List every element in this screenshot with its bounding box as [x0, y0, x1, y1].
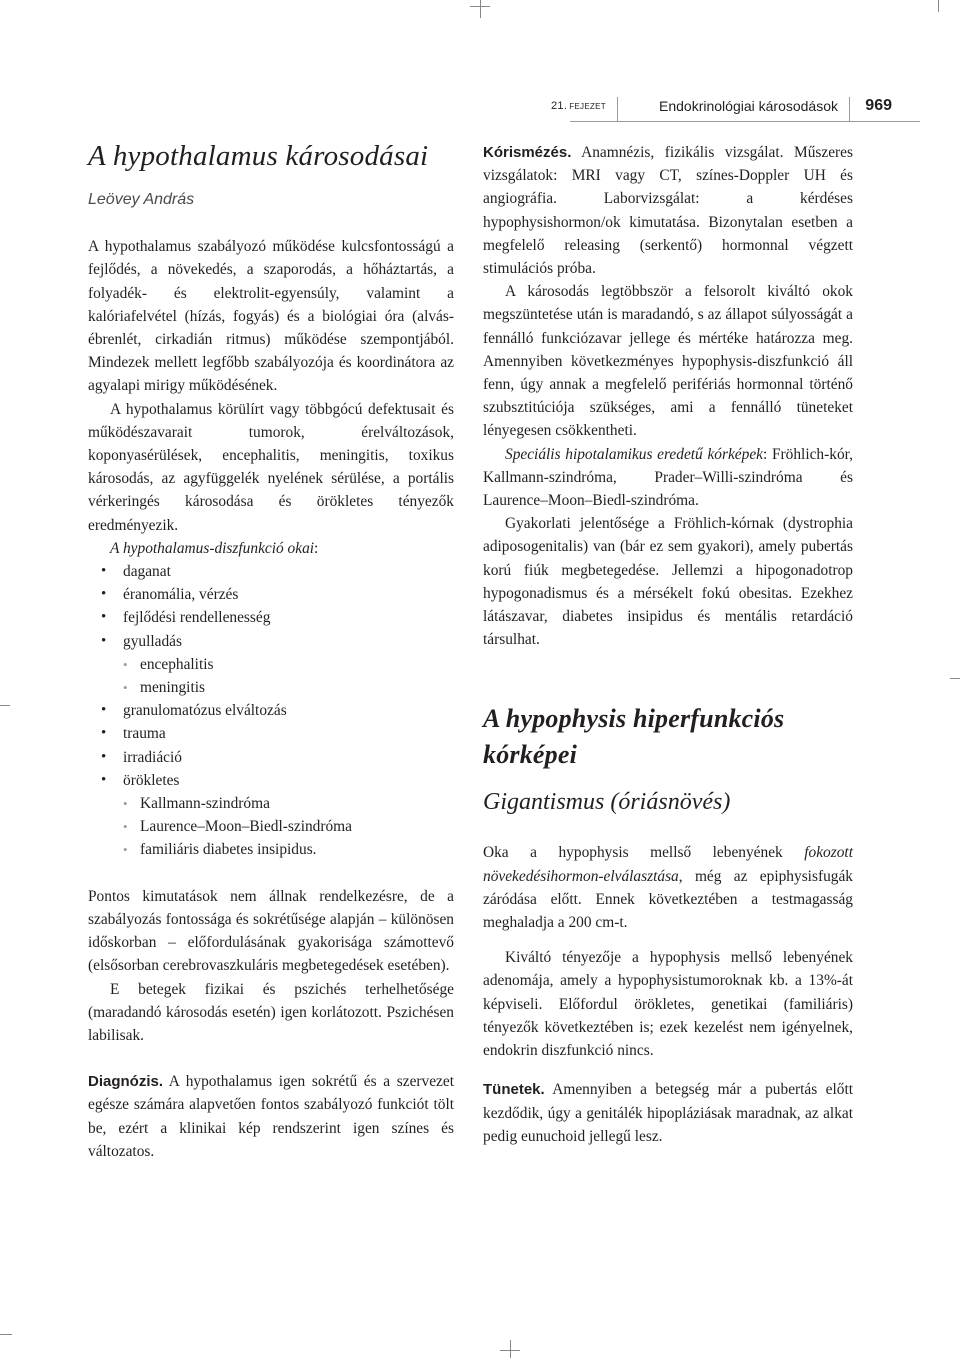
author: Leövey András: [88, 191, 195, 208]
list-item: • irradiáció: [88, 746, 454, 769]
list-item: • gyulladás: [88, 630, 454, 653]
diagnosis-label: Diagnózis.: [88, 1073, 164, 1091]
paragraph: Gyakorlati jelentősége a Fröhlich-kórnak (dystrophia adiposogenitalis) van (bár ez sem gyakori), amely pubertás korú fiúk megbetegedése. Jellemzi a hipogonadotrop hypogonadismus és a mérsékelt fokú obesitas. Ezekhez látászavar, diabetes insipidus és mentális retardáció társulhat.: [483, 515, 853, 649]
chapter-label: 21. FEJEZET: [551, 100, 606, 112]
crop-mark-top-right: [938, 0, 939, 12]
sub-list-item: • Kallmann-szindróma: [88, 792, 454, 815]
spacer: [483, 934, 853, 946]
header-divider: [849, 97, 850, 121]
spacer: [88, 1047, 454, 1070]
list-intro: A hypothalamus-diszfunkció okai:: [110, 539, 319, 557]
list-item: • örökletes: [88, 769, 454, 792]
crop-mark-right: [950, 678, 960, 679]
section-running-title: Endokrinológiai károsodások: [659, 98, 838, 114]
crop-mark-top-h: [470, 6, 490, 7]
page-number: 969: [865, 97, 892, 114]
crop-mark-bottom-h: [500, 1350, 520, 1351]
right-column: [483, 141, 853, 1148]
sub-list-item: • meningitis: [88, 676, 454, 699]
list-item: • trauma: [88, 722, 454, 745]
paragraph: E betegek fizikai és pszichés terhelhetősége (maradandó károsodás esetén) igen korlátozott. Pszichésen labilisak.: [88, 980, 454, 1044]
paragraph: A hypothalamus szabályozó működése kulcsfontosságú a fejlődés, a növekedés, a szaporodás, a hőháztartás, a folyadék- és elektrolit-egyensúly, valamint a kalóriafelvétel (hízás, fogyás) és a biológiai óra (alvás-ébrenlét, cirkadián ritmus) működése szempontjából. Mindezek mellett legfőbb szabályozója és koordinátora az agyalapi mirigy működésének.: [88, 238, 454, 395]
header-divider: [617, 97, 618, 121]
paragraph: Pontos kimutatások nem állnak rendelkezésre, de a szabályozás fontossága és sokrétűsége alapján – különösen időskorban – előfordulásának gyakorisága számottevő (elsősorban cerebrovaszkuláris megbetegedések esetében).: [88, 887, 454, 975]
chapter-title: A hypothalamus károsodásai: [88, 140, 429, 172]
running-header: [551, 97, 920, 122]
crop-mark-bottom-left: [0, 1334, 12, 1335]
diagnosis-paragraph: Diagnózis. A hypothalamus igen sokrétű és a szervezet egésze számára alapvetően fontos szabályozó funkciót tölt be, ezért a klinikai kép rendszerint igen színes és változatos.: [88, 1073, 454, 1160]
crop-mark-left: [0, 705, 10, 706]
list-item: • fejlődési rendellenesség: [88, 606, 454, 629]
spacer: [88, 862, 454, 885]
spacer: [483, 773, 853, 787]
crop-mark-bottom: [510, 1340, 511, 1358]
kor-paragraph: Kórismézés. Anamnézis, fizikális vizsgálat. Műszeres vizsgálatok: MRI vagy CT, színes-Doppler UH és angiográfia. Laborvizsgálat: a kérdéses hypophysishormon/ok kimutatása. Bizonytalan esetben a megfelelő releasing (serkentő) hormonnal végzett stimulációs próba.: [483, 144, 853, 278]
kor-label: Kórismézés.: [483, 144, 572, 161]
paragraph: Speciális hipotalamikus eredetű kórképek: Fröhlich-kór, Kallmann-szindróma, Prader–Willi-szindróma és Laurence–Moon–Biedl-szindróma.: [483, 445, 854, 510]
spacer: [483, 1062, 853, 1078]
causes-list: [88, 560, 454, 862]
paragraph: A hypothalamus körülírt vagy többgócú defektusait és működészavarait tumorok, érelváltozások, koponyasérülések, encephalitis, meningitis, toxikus károsodás, az agyfüggelék nyelének sérülése, a portális vérkeringés károsodása és örökletes tényezők eredményezik.: [88, 400, 454, 534]
spacer: [483, 817, 853, 841]
list-item: • granulomatózus elváltozás: [88, 699, 454, 722]
section-title: A hypophysis hiperfunkciós kórképei: [483, 704, 785, 770]
subsection-title: Gigantismus (óriásnövés): [483, 789, 731, 816]
left-column: [88, 138, 454, 1163]
spacer: [483, 651, 853, 701]
paragraph: A károsodás legtöbbször a felsorolt kiváltó okok megszüntetése után is maradandó, s az állapot súlyosságát a fennálló funkciózavar jellege és mértéke határozza meg. Amennyiben következményes hypophysis-diszfunkció áll fenn, úgy annak a megfelelő perifériás hormonnal történő szubsztitúciója szükséges, ami a fennálló tüneteket lényegesen csökkentheti.: [483, 283, 853, 440]
paragraph: Kiváltó tényezője a hypophysis mellső lebenyének adenomája, amely a hypophysistumoroknak kb. a 13%-át képviseli. Előfordul örökletes, genetikai (familiáris) tényezők következtében is; ezek kezelést nem igényelnek, endokrin diszfunkció nincs.: [483, 949, 853, 1060]
sub-list-item: • Laurence–Moon–Biedl-szindróma: [88, 815, 454, 838]
list-item: • daganat: [88, 560, 454, 583]
paragraph: Oka a hypophysis mellső lebenyének fokozott növekedésihormon-elválasztása, még az epiphysisfugák záródása előtt. Ennek következtében a testmagasság meghaladja a 200 cm-t.: [483, 844, 853, 932]
sub-list-item: • familiáris diabetes insipidus.: [88, 838, 454, 861]
crop-mark-top: [480, 0, 481, 18]
list-item: • éranomália, vérzés: [88, 583, 454, 606]
sub-list-item: • encephalitis: [88, 653, 454, 676]
symptoms-paragraph: Tünetek. Amennyiben a betegség már a pubertás előtt kezdődik, úgy a genitálék hipopláziásak maradnak, az alkat pedig eunuchoid jellegű lesz.: [483, 1081, 853, 1145]
symptoms-label: Tünetek.: [483, 1081, 545, 1099]
